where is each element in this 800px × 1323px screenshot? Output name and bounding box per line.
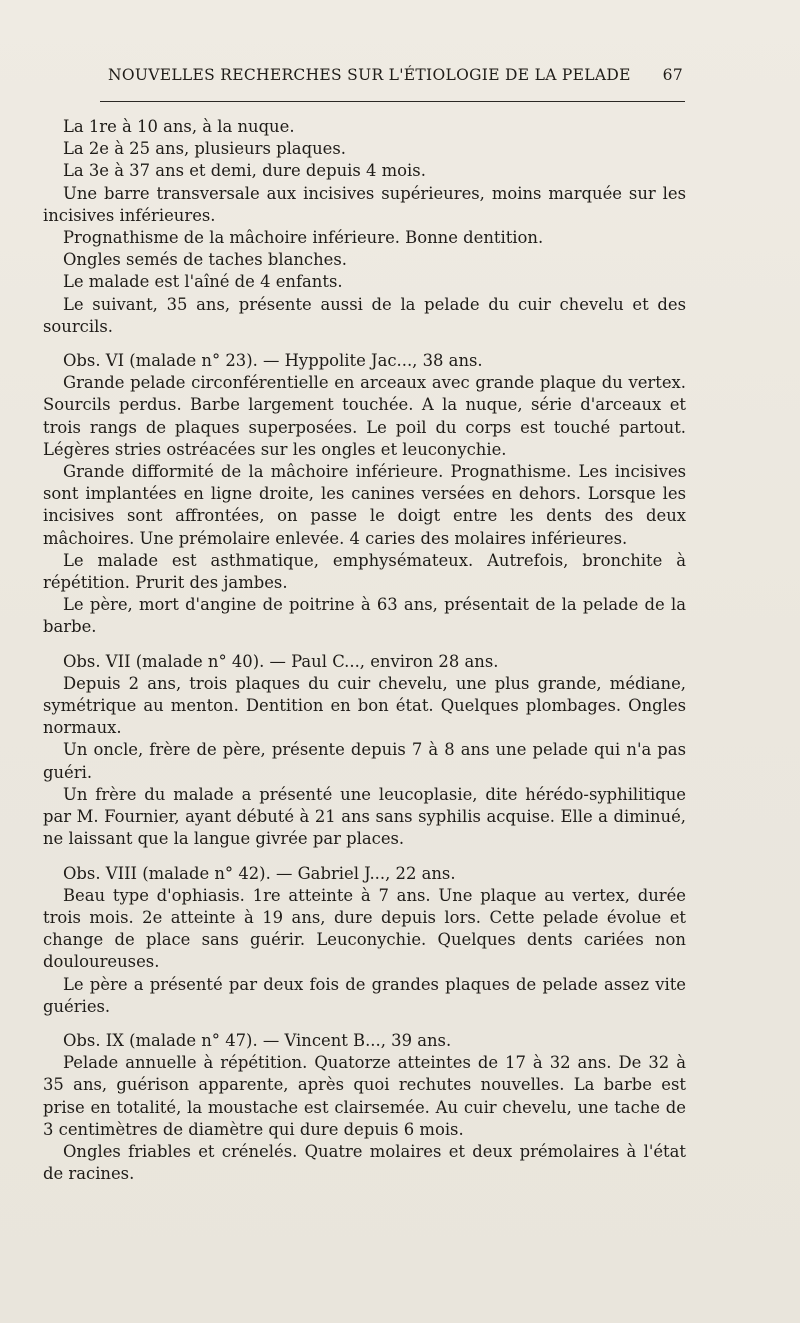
observation-heading: Obs. IX (malade n° 47). — Vincent B..., 39 ans.: [63, 1030, 452, 1050]
observation-heading: Obs. VIII (malade n° 42). — Gabriel J..., 22 ans.: [63, 863, 456, 883]
paragraph: La 1re à 10 ans, à la nuque.: [63, 117, 295, 136]
paragraph: Le malade est asthmatique, emphysémateux. Autrefois, bronchite à répétition. Prurit des jambes.: [43, 550, 686, 593]
observation-heading: Obs. VI (malade n° 23). — Hyppolite Jac..., 38 ans.: [63, 351, 483, 371]
paragraph: Ongles friables et crénelés. Quatre molaires et deux prémolaires à l'état de racines.: [43, 1141, 686, 1184]
paragraph: Le père, mort d'angine de poitrine à 63 ans, présentait de la pelade de la barbe.: [43, 595, 686, 637]
header-rule: [100, 101, 685, 102]
body-text: [43, 116, 686, 1185]
paragraph: Le père a présenté par deux fois de grandes plaques de pelade assez vite guéries.: [43, 974, 686, 1016]
paragraph: Depuis 2 ans, trois plaques du cuir chevelu, une plus grande, médiane, symétrique au menton. Dentition en bon état. Quelques plombages. Ongles normaux.: [43, 673, 686, 738]
paragraph: Un frère du malade a présenté une leucoplasie, dite hérédo-syphilitique par M. Fournier, ayant débuté à 21 ans sans syphilis acquise. Elle a diminué, ne laissant que la langue givrée par places.: [43, 784, 686, 849]
paragraph: Grande difformité de la mâchoire inférieure. Prognathisme. Les incisives sont implantées en ligne droite, les canines versées en dehors. Lorsque les incisives sont affrontées, on passe le doigt entre les dents des deux mâchoires. Une prémolaire enlevée. 4 caries des molaires inférieures.: [43, 462, 686, 548]
paragraph: Pelade annuelle à répétition. Quatorze atteintes de 17 à 32 ans. De 32 à 35 ans, guérison apparente, après quoi rechutes nouvelles. La barbe est prise en totalité, la moustache est clairsemée. Au cuir chevelu, une tache de 3 centimètres de diamètre qui dure depuis 6 mois.: [43, 1053, 686, 1139]
paragraph: La 3e à 37 ans et demi, dure depuis 4 mois.: [63, 161, 426, 181]
paragraph: Un oncle, frère de père, présente depuis 7 à 8 ans une pelade qui n'a pas guéri.: [43, 740, 686, 782]
paragraph: Grande pelade circonférentielle en arceaux avec grande plaque du vertex. Sourcils perdus. Barbe largement touchée. A la nuque, série d'arceaux et trois rangs de plaques superposées. Le poil du corps est touché partout. Légères stries ostréacées sur les ongles et leuconychie.: [43, 373, 686, 459]
paragraph: Le malade est l'aîné de 4 enfants.: [63, 272, 343, 292]
page-number: 67: [662, 66, 683, 84]
paragraph: Beau type d'ophiasis. 1re atteinte à 7 ans. Une plaque au vertex, durée trois mois. 2e atteinte à 19 ans, dure depuis lors. Cette pelade évolue et change de place sans guérir. Leuconychie. Quelques dents cariées non douloureuses.: [43, 885, 686, 972]
paragraph: Ongles semés de taches blanches.: [63, 250, 347, 270]
paragraph: Une barre transversale aux incisives supérieures, moins marquée sur les incisives inférieures.: [43, 183, 686, 225]
running-title: NOUVELLES RECHERCHES SUR L'ÉTIOLOGIE DE LA PELADE: [108, 66, 631, 84]
paragraph: La 2e à 25 ans, plusieurs plaques.: [63, 139, 346, 159]
running-head: [100, 64, 685, 90]
observation-heading: Obs. VII (malade n° 40). — Paul C..., environ 28 ans.: [63, 651, 499, 671]
paragraph: Prognathisme de la mâchoire inférieure. Bonne dentition.: [63, 228, 544, 248]
paragraph: Le suivant, 35 ans, présente aussi de la pelade du cuir chevelu et des sourcils.: [43, 294, 686, 336]
